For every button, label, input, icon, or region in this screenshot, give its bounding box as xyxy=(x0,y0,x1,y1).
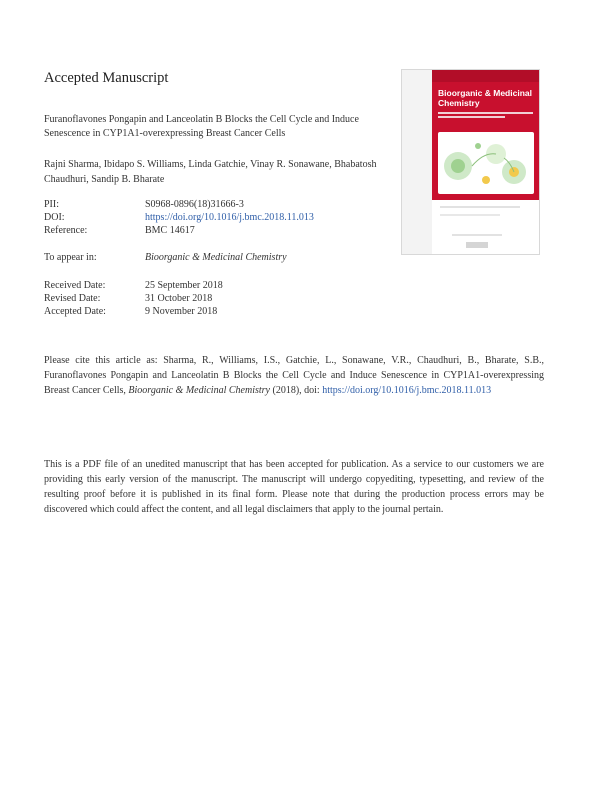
reference-label: Reference: xyxy=(44,225,88,236)
citation-year: (2018), doi: xyxy=(269,385,323,396)
unedited-notice: This is a PDF file of an unedited manuscript that has been accepted for publication. As a service to our customers we are providing this early version of the manuscript. The manuscript will undergo copyediting, typesetting, and review of the resulting proof before it is published in its final form. Please note that during the production process errors may be discovered which could affect the content, and all legal disclaimers that apply to the journal pertain. xyxy=(44,459,544,515)
received-value: 25 September 2018 xyxy=(145,280,223,291)
revised-value: 31 October 2018 xyxy=(145,293,213,304)
cover-footer-lines-icon xyxy=(432,200,539,254)
cover-graphic-icon xyxy=(438,132,534,194)
appear-journal: Bioorganic & Medicinal Chemistry xyxy=(145,252,287,263)
pii-label: PII: xyxy=(44,199,59,210)
accepted-label: Accepted Date: xyxy=(44,306,106,317)
doi-row xyxy=(44,211,404,224)
reference-value: BMC 14617 xyxy=(145,225,195,236)
cover-journal-title: Bioorganic & Medicinal Chemistry xyxy=(438,88,532,108)
cover-subtitle-lines xyxy=(438,112,533,126)
revised-label: Revised Date: xyxy=(44,293,101,304)
appear-row xyxy=(44,251,404,264)
received-label: Received Date: xyxy=(44,280,106,291)
pii-row xyxy=(44,198,404,211)
cover-top-band xyxy=(432,70,539,82)
citation-paragraph xyxy=(44,353,544,398)
pii-value: S0968-0896(18)31666-3 xyxy=(145,199,244,210)
author-list: Rajni Sharma, Ibidapo S. Williams, Linda Gatchie, Vinay R. Sonawane, Bhabatosh Chaudhuri, Sandip B. Bharate xyxy=(44,159,377,185)
cover-artwork xyxy=(438,132,534,194)
citation-doi-link[interactable]: https://doi.org/10.1016/j.bmc.2018.11.013 xyxy=(322,385,492,396)
appear-label: To appear in: xyxy=(44,252,97,263)
accepted-value: 9 November 2018 xyxy=(145,306,218,317)
cover-side-strip xyxy=(402,70,432,254)
journal-cover-image xyxy=(401,69,540,255)
citation-journal: Bioorganic & Medicinal Chemistry xyxy=(128,385,270,396)
revised-row xyxy=(44,292,404,305)
doi-link[interactable]: https://doi.org/10.1016/j.bmc.2018.11.013 xyxy=(145,212,314,223)
doi-label: DOI: xyxy=(44,212,65,223)
reference-row xyxy=(44,224,404,237)
received-row xyxy=(44,279,404,292)
page-heading: Accepted Manuscript xyxy=(44,70,169,86)
citation-text: Please cite this article as: Sharma, R., Williams, I.S., Gatchie, L., Sonawane, V.R., Chaudhuri, B., Bharate, S.B., Furanoflavones Pongapin and Lanceolatin B Blocks the Cell Cycle and Induce Senescence in CYP1A1-overexpressing Breast Cancer Cells, xyxy=(44,355,544,396)
article-title: Furanoflavones Pongapin and Lanceolatin B Blocks the Cell Cycle and Induce Senescence in CYP1A1-overexpressing Breast Cancer Cells xyxy=(44,114,359,139)
cover-bottom-area xyxy=(432,200,539,254)
accepted-row xyxy=(44,305,404,318)
